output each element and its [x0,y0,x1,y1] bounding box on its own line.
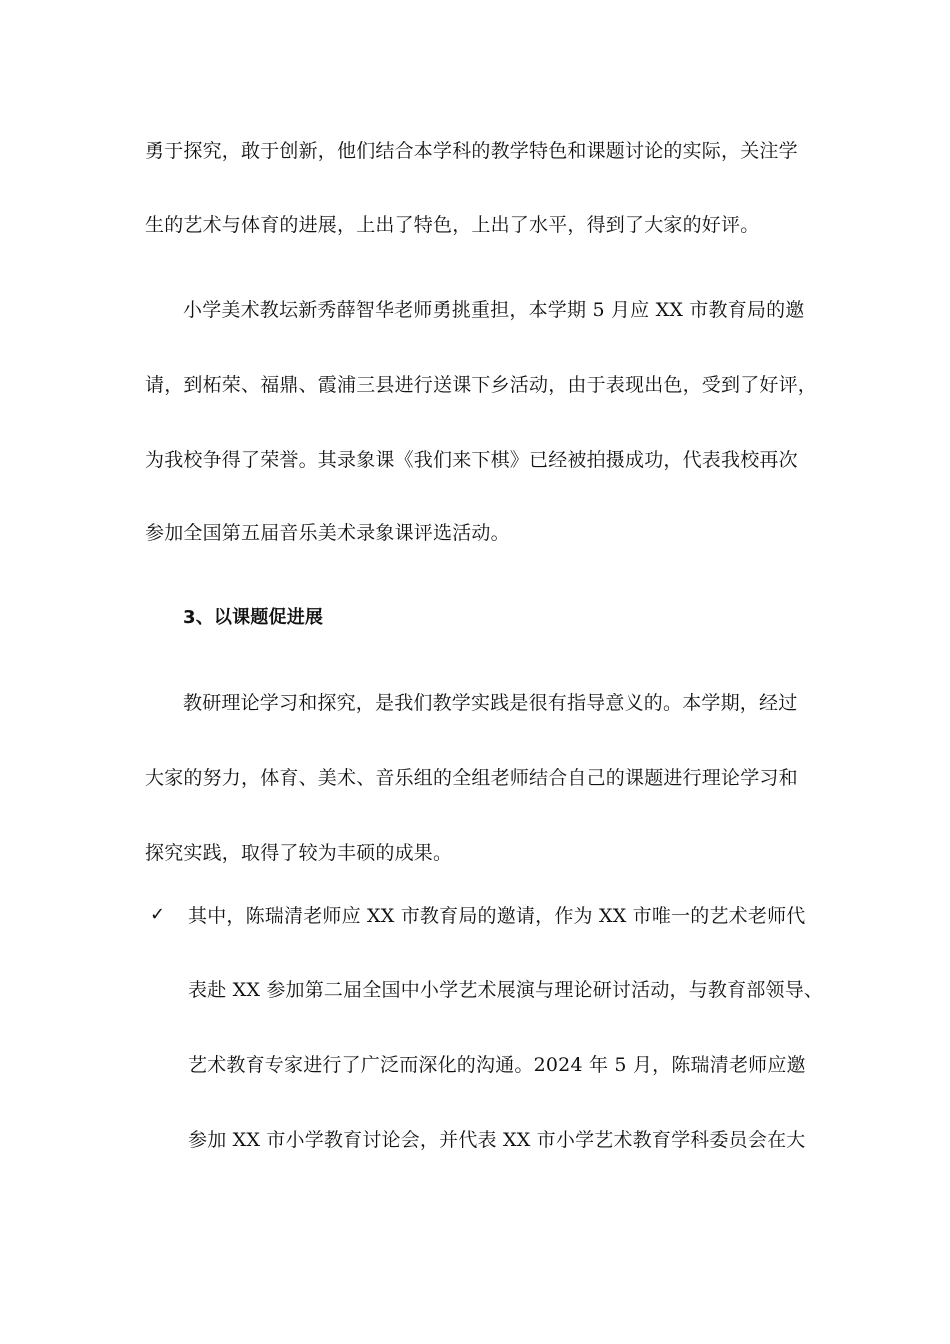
paragraph-line: 为我校争得了荣誉。其录象课《我们来下棋》已经被拍摄成功，代表我校再次 [145,449,798,471]
paragraph-line: 教研理论学习和探究，是我们教学实践是很有指导意义的。本学期，经过 [183,692,798,714]
paragraph-line: 生的艺术与体育的进展，上出了特色，上出了水平，得到了大家的好评。 [145,214,760,236]
bullet-line: 表赴 XX 参加第二届全国中小学艺术展演与理论研讨活动，与教育部领导、 [188,979,824,1001]
section-heading: 3、以课题促进展 [183,607,324,628]
paragraph-line: 请，到柘荣、福鼎、霞浦三县进行送课下乡活动，由于表现出色，受到了好评， [145,374,818,396]
paragraph-line: 参加全国第五届音乐美术录象课评选活动。 [145,522,510,544]
bullet-line: 其中，陈瑞清老师应 XX 市教育局的邀请，作为 XX 市唯一的艺术老师代 [188,905,806,927]
checkmark-icon: ✓ [150,904,166,925]
paragraph-line: 大家的努力，体育、美术、音乐组的全组老师结合自己的课题进行理论学习和 [145,767,798,789]
bullet-line: 参加 XX 市小学教育讨论会，并代表 XX 市小学艺术教育学科委员会在大 [188,1129,806,1151]
bullet-line: 艺术教育专家进行了广泛而深化的沟通。2024 年 5 月，陈瑞清老师应邀 [188,1054,806,1076]
paragraph-line: 勇于探究，敢于创新，他们结合本学科的教学特色和课题讨论的实际，关注学 [145,140,798,162]
paragraph-line: 小学美术教坛新秀薛智华老师勇挑重担，本学期 5 月应 XX 市教育局的邀 [183,299,805,321]
paragraph-line: 探究实践，取得了较为丰硕的成果。 [145,842,453,864]
